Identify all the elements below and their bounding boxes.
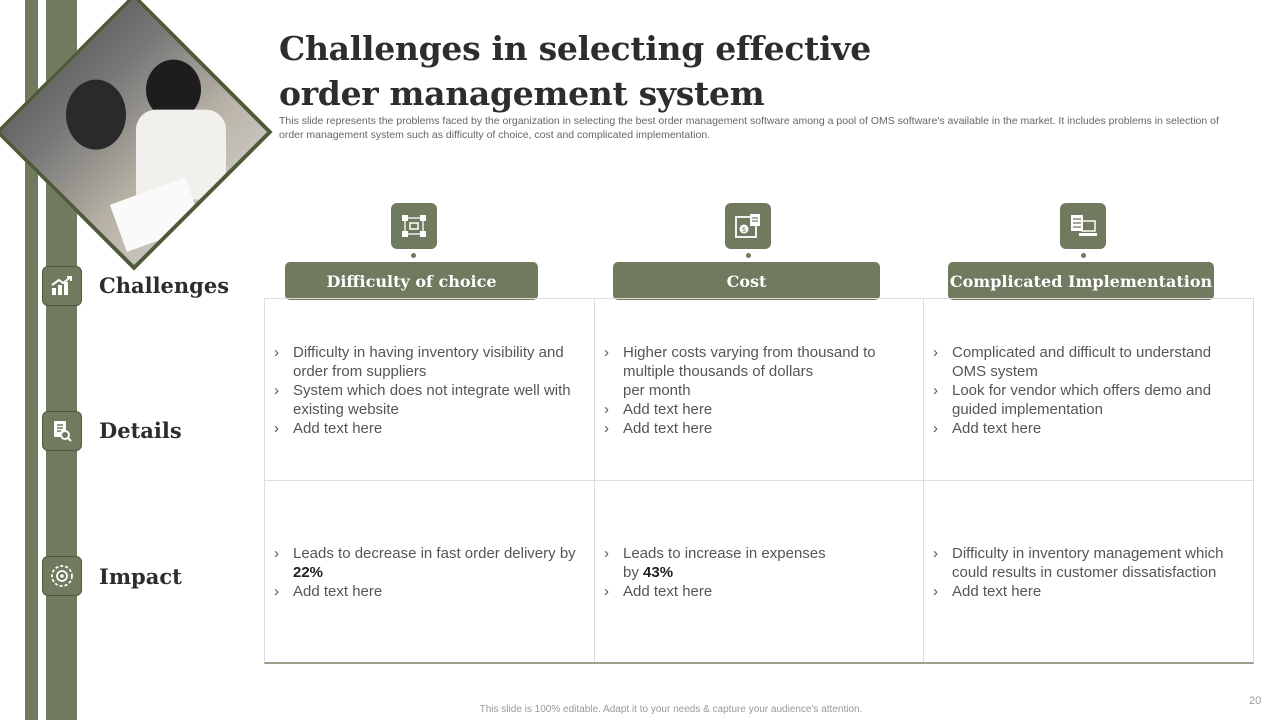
- connector-dot: [411, 253, 416, 258]
- row-label-challenges: Challenges: [99, 273, 230, 298]
- row-divider: [264, 480, 1254, 481]
- column-header-implementation: Complicated Implementation: [948, 262, 1214, 300]
- list-item: › Difficulty in inventory management which could results in customer dissatisfaction: [933, 544, 1245, 582]
- list-item: › Complicated and difficult to understand OMS system: [933, 343, 1245, 381]
- column-header-cost: Cost: [613, 262, 880, 300]
- list-item: › Add text here: [933, 419, 1245, 438]
- details-cell-implementation: [933, 343, 1245, 438]
- impact-cell-implementation: [933, 544, 1245, 601]
- list-item: › Higher costs varying from thousand to multiple thousands of dollars per month: [604, 343, 914, 400]
- target-gear-icon: [42, 556, 82, 596]
- chart-growth-icon: [42, 266, 82, 306]
- svg-text:$: $: [741, 226, 747, 234]
- list-item: › Add text here: [274, 582, 586, 601]
- network-nodes-icon: [391, 203, 437, 249]
- footer-note: This slide is 100% editable. Adapt it to your needs & capture your audience's attention.: [479, 704, 863, 715]
- impact-value: 43%: [643, 564, 674, 581]
- impact-cell-difficulty: [274, 544, 586, 601]
- impact-cell-cost: [604, 544, 914, 601]
- list-item: › Add text here: [604, 419, 914, 438]
- list-item: › Add text here: [274, 419, 586, 438]
- list-item: › Difficulty in having inventory visibility and order from suppliers: [274, 343, 586, 381]
- list-item: › Add text here: [933, 582, 1245, 601]
- impact-value: 22%: [293, 564, 324, 581]
- row-label-details: Details: [99, 418, 182, 443]
- row-label-impact: Impact: [99, 564, 182, 589]
- page-subtitle: This slide represents the problems faced by the organization in selecting the best order management software among a pool of OMS software's available in the market. It includes problems in selection of order management system such as difficulty of choice, cost and complicated implementation.: [279, 115, 1219, 141]
- page-title: Challenges in selecting effective order management system: [279, 29, 871, 113]
- document-search-icon: [42, 411, 82, 451]
- list-item: › Leads to increase in expenses by 43%: [604, 544, 914, 582]
- list-item: › Leads to decrease in fast order delivery by 22%: [274, 544, 586, 582]
- calculator-money-icon: [725, 203, 771, 249]
- details-cell-cost: [604, 343, 914, 438]
- connector-dot: [1081, 253, 1086, 258]
- details-cell-difficulty: [274, 343, 586, 438]
- computer-server-icon: [1060, 203, 1106, 249]
- list-item: › Add text here: [604, 582, 914, 601]
- connector-dot: [746, 253, 751, 258]
- list-item: › Look for vendor which offers demo and guided implementation: [933, 381, 1245, 419]
- column-header-difficulty: Difficulty of choice: [285, 262, 538, 300]
- team-photo: [0, 0, 273, 271]
- page-number: 20: [1249, 695, 1262, 707]
- list-item: › Add text here: [604, 400, 914, 419]
- list-item: › System which does not integrate well with existing website: [274, 381, 586, 419]
